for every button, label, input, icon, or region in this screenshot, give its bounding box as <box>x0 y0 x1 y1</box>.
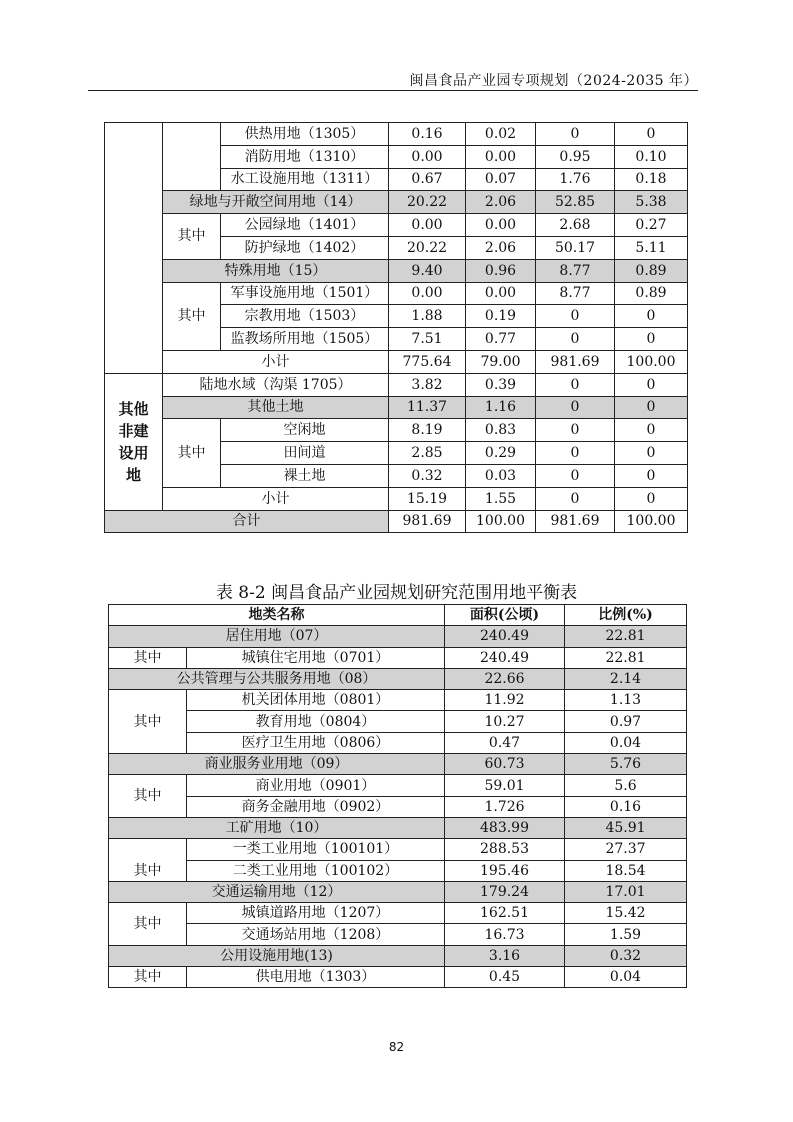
cell-value: 0.00 <box>466 282 536 305</box>
cell-value: 0.02 <box>466 123 536 146</box>
cell-ratio: 0.32 <box>565 945 687 966</box>
qizhong-label: 其中 <box>109 647 187 668</box>
row-name: 工矿用地（10） <box>109 817 445 838</box>
cell-ratio: 5.6 <box>565 775 687 796</box>
other-nonconstruction-text: 其他非建设用地 <box>118 399 149 484</box>
table-row <box>109 775 687 796</box>
row-name: 城镇住宅用地（0701） <box>187 647 445 668</box>
cell-value: 0 <box>615 442 688 465</box>
cell-area: 16.73 <box>445 924 565 945</box>
cell-value: 0 <box>536 305 615 328</box>
cell-area: 0.45 <box>445 967 565 988</box>
cell-value: 0.16 <box>389 123 466 146</box>
cell-value: 9.40 <box>389 259 466 282</box>
cell-value: 7.51 <box>389 328 466 351</box>
cell-value: 1.88 <box>389 305 466 328</box>
cell-value: 0.96 <box>466 259 536 282</box>
cell-ratio: 27.37 <box>565 839 687 860</box>
subtotal-label: 小计 <box>163 350 389 373</box>
row-name: 交通场站用地（1208） <box>187 924 445 945</box>
header-rule <box>88 90 698 91</box>
cell-value: 0 <box>615 328 688 351</box>
table-header-row <box>109 605 687 626</box>
cell-value: 50.17 <box>536 236 615 259</box>
cell-value: 981.69 <box>536 350 615 373</box>
table-row <box>109 924 687 945</box>
cell-value: 2.68 <box>536 214 615 237</box>
cell-value: 79.00 <box>466 350 536 373</box>
cell-value: 0 <box>536 487 615 510</box>
other-nonconstruction-label <box>105 373 163 510</box>
table-row <box>105 214 688 237</box>
table-row <box>109 881 687 902</box>
cell-ratio: 2.14 <box>565 668 687 689</box>
table-row <box>105 350 688 373</box>
row-name: 供热用地（1305） <box>221 123 389 146</box>
row-name: 监教场所用地（1505） <box>221 328 389 351</box>
land-balance-table <box>108 604 687 988</box>
row-name: 陆地水域（沟渠 1705） <box>163 373 389 396</box>
cell-ratio: 15.42 <box>565 903 687 924</box>
cell-value: 0.83 <box>466 419 536 442</box>
cell-value: 0.00 <box>466 145 536 168</box>
cell-value: 2.06 <box>466 191 536 214</box>
qizhong-label: 其中 <box>109 839 187 882</box>
cell-area: 60.73 <box>445 754 565 775</box>
cell-value: 775.64 <box>389 350 466 373</box>
cell-area: 1.726 <box>445 796 565 817</box>
cell-value: 0.67 <box>389 168 466 191</box>
cell-area: 483.99 <box>445 817 565 838</box>
column-header: 地类名称 <box>109 605 445 626</box>
cell-value: 0.32 <box>389 464 466 487</box>
row-name: 防护绿地（1402） <box>221 236 389 259</box>
cell-value: 0 <box>615 487 688 510</box>
row-name: 特殊用地（15） <box>163 259 389 282</box>
running-header: 闽昌食品产业园专项规划（2024-2035 年） <box>409 73 698 89</box>
table-row <box>105 191 688 214</box>
cell-value: 0 <box>536 464 615 487</box>
table-row <box>105 282 688 305</box>
table-row <box>109 690 687 711</box>
cell-ratio: 0.97 <box>565 711 687 732</box>
cell-value: 100.00 <box>466 510 536 533</box>
table-row <box>109 967 687 988</box>
row-name: 二类工业用地（100102） <box>187 860 445 881</box>
cell-ratio: 0.04 <box>565 967 687 988</box>
cell-ratio: 0.16 <box>565 796 687 817</box>
land-use-table-continued <box>104 122 688 533</box>
row-name: 绿地与开敞空间用地（14） <box>163 191 389 214</box>
cell-value: 0 <box>536 328 615 351</box>
table-row <box>109 732 687 753</box>
cell-value: 0.89 <box>615 282 688 305</box>
qizhong-label: 其中 <box>109 903 187 946</box>
table-row <box>109 647 687 668</box>
row-name: 公共管理与公共服务用地（08） <box>109 668 445 689</box>
cell-ratio: 1.59 <box>565 924 687 945</box>
cell-area: 162.51 <box>445 903 565 924</box>
row-name: 商业用地（0901） <box>187 775 445 796</box>
cell-value: 52.85 <box>536 191 615 214</box>
table-row <box>105 419 688 442</box>
table-row <box>105 259 688 282</box>
row-name: 机关团体用地（0801） <box>187 690 445 711</box>
cell-value: 0 <box>536 419 615 442</box>
row-name: 裸土地 <box>221 464 389 487</box>
cell-value: 0.18 <box>615 168 688 191</box>
cell-value: 0.89 <box>615 259 688 282</box>
cell-value: 0 <box>615 419 688 442</box>
cell-area: 3.16 <box>445 945 565 966</box>
cell-area: 10.27 <box>445 711 565 732</box>
column-header: 比例(%) <box>565 605 687 626</box>
row-name: 消防用地（1310） <box>221 145 389 168</box>
cell-ratio: 0.04 <box>565 732 687 753</box>
cell-value: 0.29 <box>466 442 536 465</box>
cell-ratio: 45.91 <box>565 817 687 838</box>
cell-value: 0.19 <box>466 305 536 328</box>
cell-value: 0.07 <box>466 168 536 191</box>
cell-value: 0 <box>615 396 688 419</box>
row-name: 田间道 <box>221 442 389 465</box>
cell-value: 0 <box>536 123 615 146</box>
cell-value: 20.22 <box>389 191 466 214</box>
cell-value: 0.00 <box>389 145 466 168</box>
row-name: 公园绿地（1401） <box>221 214 389 237</box>
cell-value: 5.38 <box>615 191 688 214</box>
cell-ratio: 22.81 <box>565 647 687 668</box>
cell-value: 0 <box>615 305 688 328</box>
cell-ratio: 22.81 <box>565 626 687 647</box>
cell-area: 0.47 <box>445 732 565 753</box>
cell-area: 240.49 <box>445 647 565 668</box>
table-caption: 表 8-2 闽昌食品产业园规划研究范围用地平衡表 <box>215 583 578 603</box>
cell-value: 981.69 <box>536 510 615 533</box>
cell-value: 0 <box>615 373 688 396</box>
row-name: 供电用地（1303） <box>187 967 445 988</box>
cell-value: 3.82 <box>389 373 466 396</box>
table-row <box>109 945 687 966</box>
table-row <box>105 123 688 146</box>
table-row <box>105 396 688 419</box>
cell-value: 0 <box>536 396 615 419</box>
cell-ratio: 18.54 <box>565 860 687 881</box>
cell-value: 2.85 <box>389 442 466 465</box>
cell-area: 240.49 <box>445 626 565 647</box>
table-row <box>109 817 687 838</box>
table-row <box>105 510 688 533</box>
cell-area: 22.66 <box>445 668 565 689</box>
cell-value: 0 <box>615 123 688 146</box>
qizhong-label: 其中 <box>163 282 221 350</box>
table-row <box>105 373 688 396</box>
cell-value: 15.19 <box>389 487 466 510</box>
cell-value: 0.27 <box>615 214 688 237</box>
cell-value: 0.00 <box>466 214 536 237</box>
page-number: 82 <box>388 1040 405 1054</box>
row-name: 军事设施用地（1501） <box>221 282 389 305</box>
cell-value: 0 <box>536 442 615 465</box>
cell-value: 0.03 <box>466 464 536 487</box>
cell-value: 0.95 <box>536 145 615 168</box>
table-row <box>105 487 688 510</box>
row-name: 商务金融用地（0902） <box>187 796 445 817</box>
cell-value: 0.77 <box>466 328 536 351</box>
cell-value: 8.19 <box>389 419 466 442</box>
cell-value: 0.00 <box>389 282 466 305</box>
qizhong-cell <box>163 123 221 191</box>
table-row <box>109 796 687 817</box>
cell-value: 0.10 <box>615 145 688 168</box>
cell-ratio: 17.01 <box>565 881 687 902</box>
cell-value: 981.69 <box>389 510 466 533</box>
table-row <box>109 754 687 775</box>
cell-value: 11.37 <box>389 396 466 419</box>
category-cell <box>105 123 163 374</box>
table-row <box>109 839 687 860</box>
cell-value: 1.76 <box>536 168 615 191</box>
row-name: 宗教用地（1503） <box>221 305 389 328</box>
cell-value: 1.55 <box>466 487 536 510</box>
cell-value: 0.39 <box>466 373 536 396</box>
table-row <box>109 711 687 732</box>
cell-area: 59.01 <box>445 775 565 796</box>
cell-area: 11.92 <box>445 690 565 711</box>
cell-value: 8.77 <box>536 259 615 282</box>
cell-value: 20.22 <box>389 236 466 259</box>
row-name: 水工设施用地（1311） <box>221 168 389 191</box>
cell-value: 1.16 <box>466 396 536 419</box>
cell-area: 288.53 <box>445 839 565 860</box>
qizhong-label: 其中 <box>163 419 221 487</box>
table-row <box>109 860 687 881</box>
qizhong-label: 其中 <box>163 214 221 260</box>
cell-ratio: 5.76 <box>565 754 687 775</box>
qizhong-label: 其中 <box>109 775 187 818</box>
row-name: 医疗卫生用地（0806） <box>187 732 445 753</box>
row-name: 其他土地 <box>163 396 389 419</box>
cell-value: 2.06 <box>466 236 536 259</box>
table-row <box>109 668 687 689</box>
cell-area: 179.24 <box>445 881 565 902</box>
column-header: 面积(公顷) <box>445 605 565 626</box>
cell-value: 8.77 <box>536 282 615 305</box>
cell-value: 100.00 <box>615 510 688 533</box>
table-row <box>109 626 687 647</box>
row-name: 空闲地 <box>221 419 389 442</box>
row-name: 一类工业用地（100101） <box>187 839 445 860</box>
row-name: 居住用地（07） <box>109 626 445 647</box>
cell-value: 0 <box>536 373 615 396</box>
cell-ratio: 1.13 <box>565 690 687 711</box>
cell-value: 100.00 <box>615 350 688 373</box>
cell-value: 5.11 <box>615 236 688 259</box>
qizhong-label: 其中 <box>109 967 187 988</box>
cell-value: 0 <box>615 464 688 487</box>
cell-area: 195.46 <box>445 860 565 881</box>
qizhong-label: 其中 <box>109 690 187 754</box>
row-name: 城镇道路用地（1207） <box>187 903 445 924</box>
subtotal-label: 小计 <box>163 487 389 510</box>
total-label: 合计 <box>105 510 389 533</box>
row-name: 商业服务业用地（09） <box>109 754 445 775</box>
row-name: 公用设施用地(13) <box>109 945 445 966</box>
table-row <box>109 903 687 924</box>
cell-value: 0.00 <box>389 214 466 237</box>
row-name: 交通运输用地（12） <box>109 881 445 902</box>
row-name: 教育用地（0804） <box>187 711 445 732</box>
